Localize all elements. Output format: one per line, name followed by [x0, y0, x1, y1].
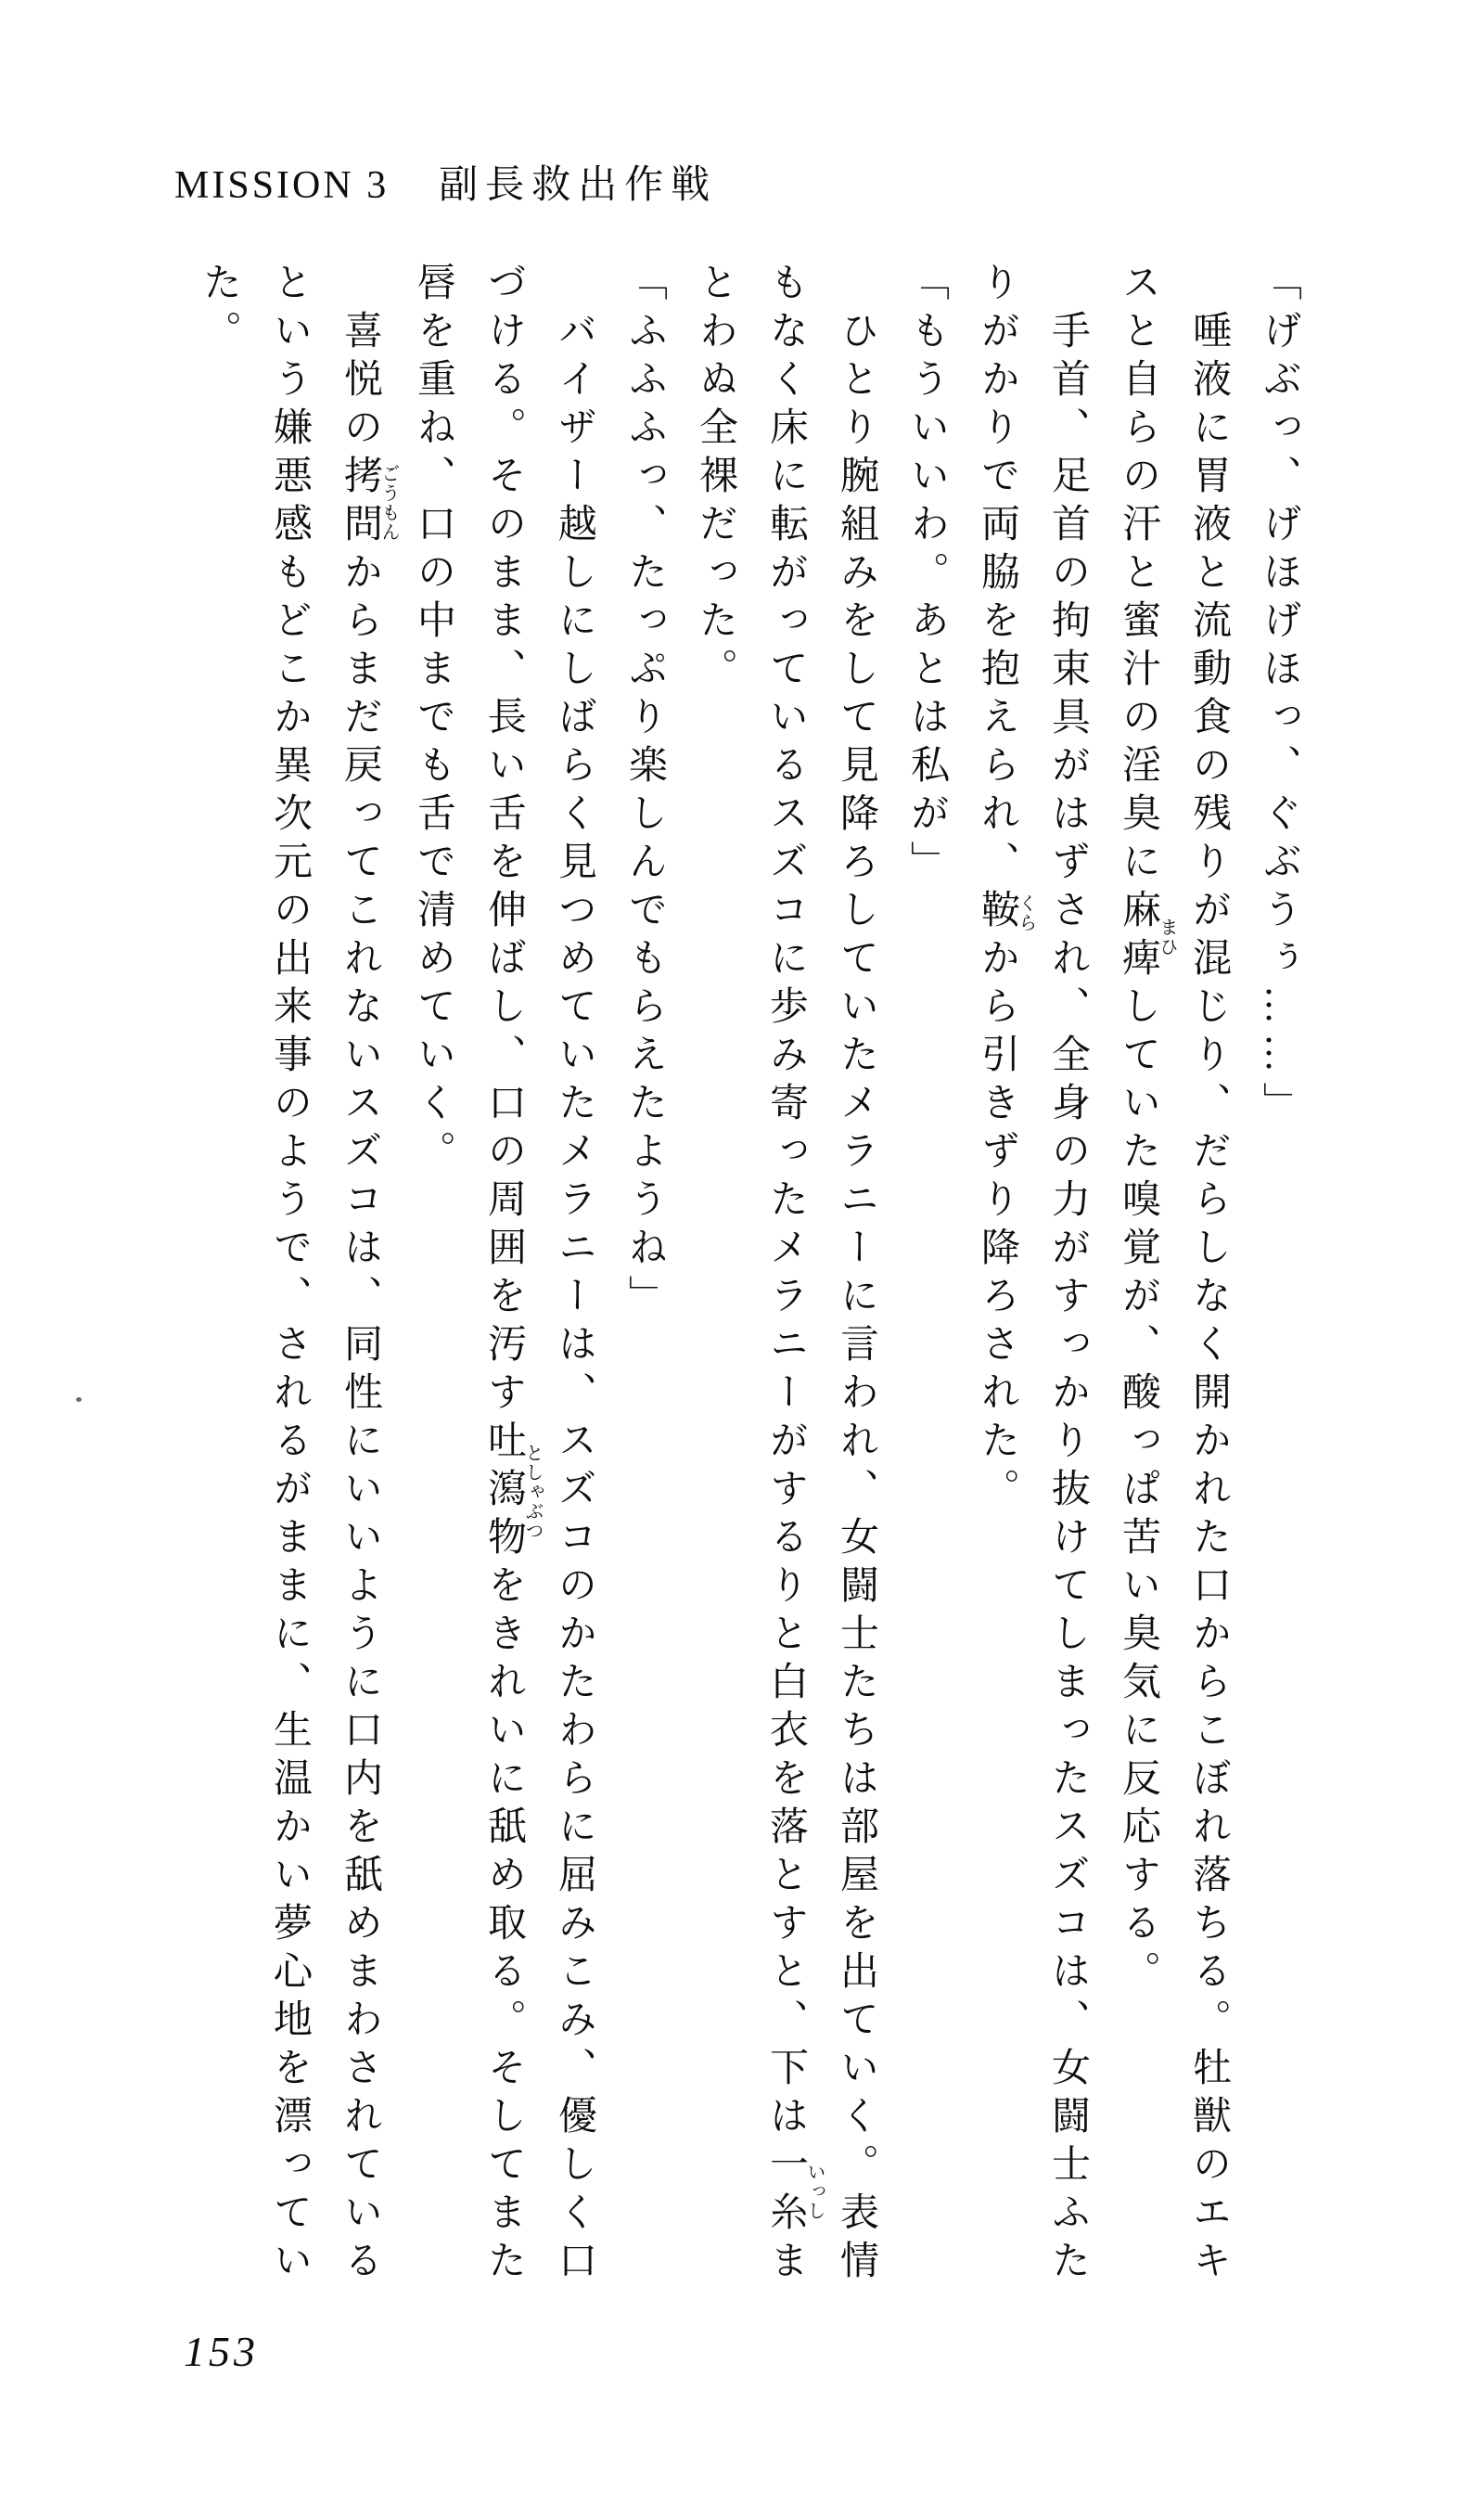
paragraph: 喜悦の拷問ごうもんからまだ戻ってこれないスズコは、同性にいいように口内を舐めまわされているという嫌悪感もどこか異次元の出来事のようで、されるがままに、生温かい夢心地を漂っていた。 [198, 262, 399, 2288]
chapter-title: 副長救出作戦 [439, 164, 718, 207]
ruby-annotated-word: 吐瀉物としゃぶつ [482, 1420, 543, 1564]
page-number: 153 [184, 2328, 259, 2375]
paragraph: 唾液に胃液と流動食の残りが混じり、だらしなく開かれた口からこぼれ落ちる。牡獣のエキスと自らの汗と蜜汁の淫臭に麻痺まひしていた嗅覚が、酸っぱ苦い臭気に反応する。 [1117, 262, 1230, 2288]
ruby-annotated-word: 鞍くら [976, 889, 1036, 937]
furigana: くら [1016, 889, 1036, 937]
paragraph: 「ふふふっ、たっぷり楽しんでもらえたようね」 [623, 262, 666, 1323]
paragraph: 「げぶっ、げほげほっ、ぐぶうぅ……」 [1258, 262, 1300, 1130]
ruby-annotated-word: 拷問ごうもん [339, 455, 399, 551]
furigana: いっし [804, 2143, 825, 2240]
furigana: としゃぶつ [522, 1420, 543, 1564]
body-text [184, 262, 1314, 2299]
ruby-annotated-word: 麻痺まひ [1117, 889, 1177, 985]
mission-label: MISSION 3 [174, 164, 390, 207]
paragraph: 手首、足首の拘束具がはずされ、全身の力がすっかり抜けてしまったスズコは、女闘士ふたりがかりで両脇を抱えられ、鞍くらから引きずり降ろされた。 [976, 262, 1089, 2288]
ruby-annotated-word: 一糸いっし [764, 2143, 825, 2240]
paragraph: 「もういいわ。あとは私が」 [905, 262, 948, 889]
furigana: まひ [1157, 889, 1177, 985]
scan-speck [76, 1397, 82, 1402]
paragraph: ひとり腕組みをして見降ろしていたメラニーに言われ、女闘士たちは部屋を出ていく。表情もなく床に転がっているスズコに歩み寄ったメラニーがするりと白衣を落とすと、下は一糸いっしまとわぬ全裸だった。 [694, 262, 877, 2288]
furigana: ごうもん [378, 455, 399, 551]
chapter-header [174, 154, 717, 210]
paragraph: バイザー越しにしばらく見つめていたメラニーは、スズコのかたわらに屈みこみ、優しく口づける。そのまま、長い舌を伸ばし、口の周囲を汚す吐瀉物としゃぶつをきれいに舐め取る。そしてまた唇を重ね、口の中までも舌で清めていく。 [412, 262, 595, 2288]
